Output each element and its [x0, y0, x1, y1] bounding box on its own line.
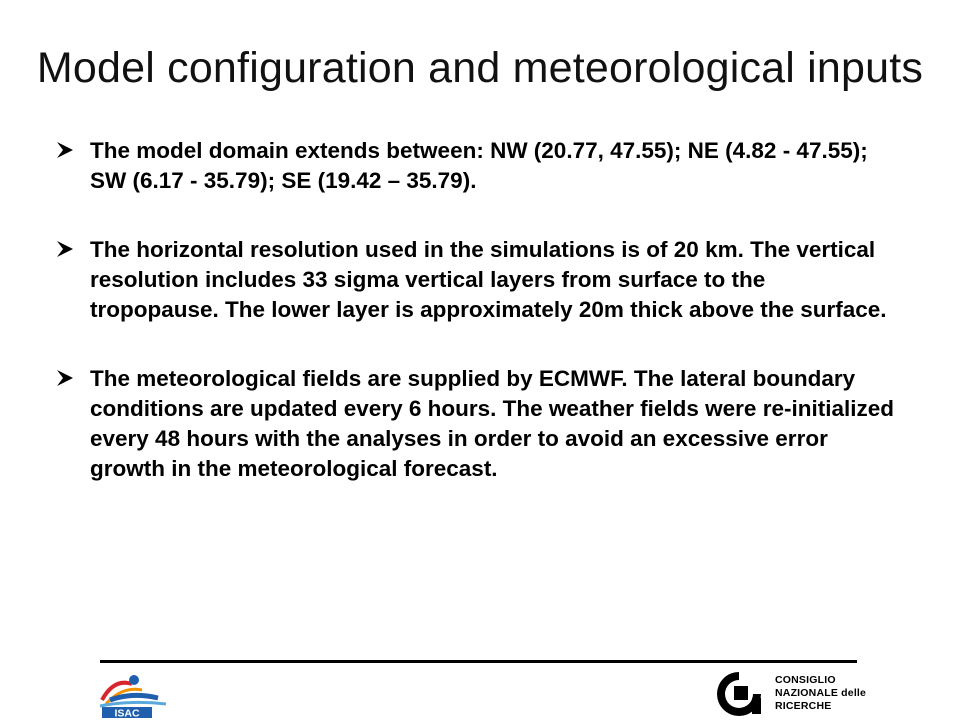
cnr-line: NAZIONALE delle: [775, 687, 867, 699]
bullet-item-meteorological-fields: [56, 364, 896, 484]
bullet-text: The meteorological fields are supplied by ECMWF. The lateral boundary conditions are updated every 6 hours. The weather fields were re-initialized every 48 hours with the analyses in order to avoid an excessive error growth in the meteorological forecast.: [90, 366, 894, 481]
cnr-logo-mark: [708, 668, 770, 720]
arrow-bullet-icon: [56, 141, 74, 159]
cnr-logo-text: [775, 674, 866, 713]
bullet-item-resolution: [56, 235, 896, 325]
bullet-list: [56, 136, 896, 484]
arrow-bullet-icon: [56, 240, 74, 258]
cnr-line: CONSIGLIO: [775, 674, 836, 686]
isac-logo-text: ISAC: [114, 707, 140, 718]
bullet-item-domain: [56, 136, 896, 196]
bullet-text: The horizontal resolution used in the simulations is of 20 km. The vertical resolution includes 33 sigma vertical layers from surface to the tropopause. The lower layer is approximately 20m thick above the surface.: [90, 237, 887, 322]
isac-logo: [92, 670, 172, 718]
footer-divider: [100, 660, 857, 663]
slide-title: Model configuration and meteorological inputs: [36, 44, 924, 92]
cnr-line: RICERCHE: [775, 700, 832, 712]
arrow-bullet-icon: [56, 369, 74, 387]
bullet-text: The model domain extends between: NW (20.77, 47.55); NE (4.82 - 47.55); SW (6.17 - 35.79); SE (19.42 – 35.79).: [90, 138, 868, 193]
